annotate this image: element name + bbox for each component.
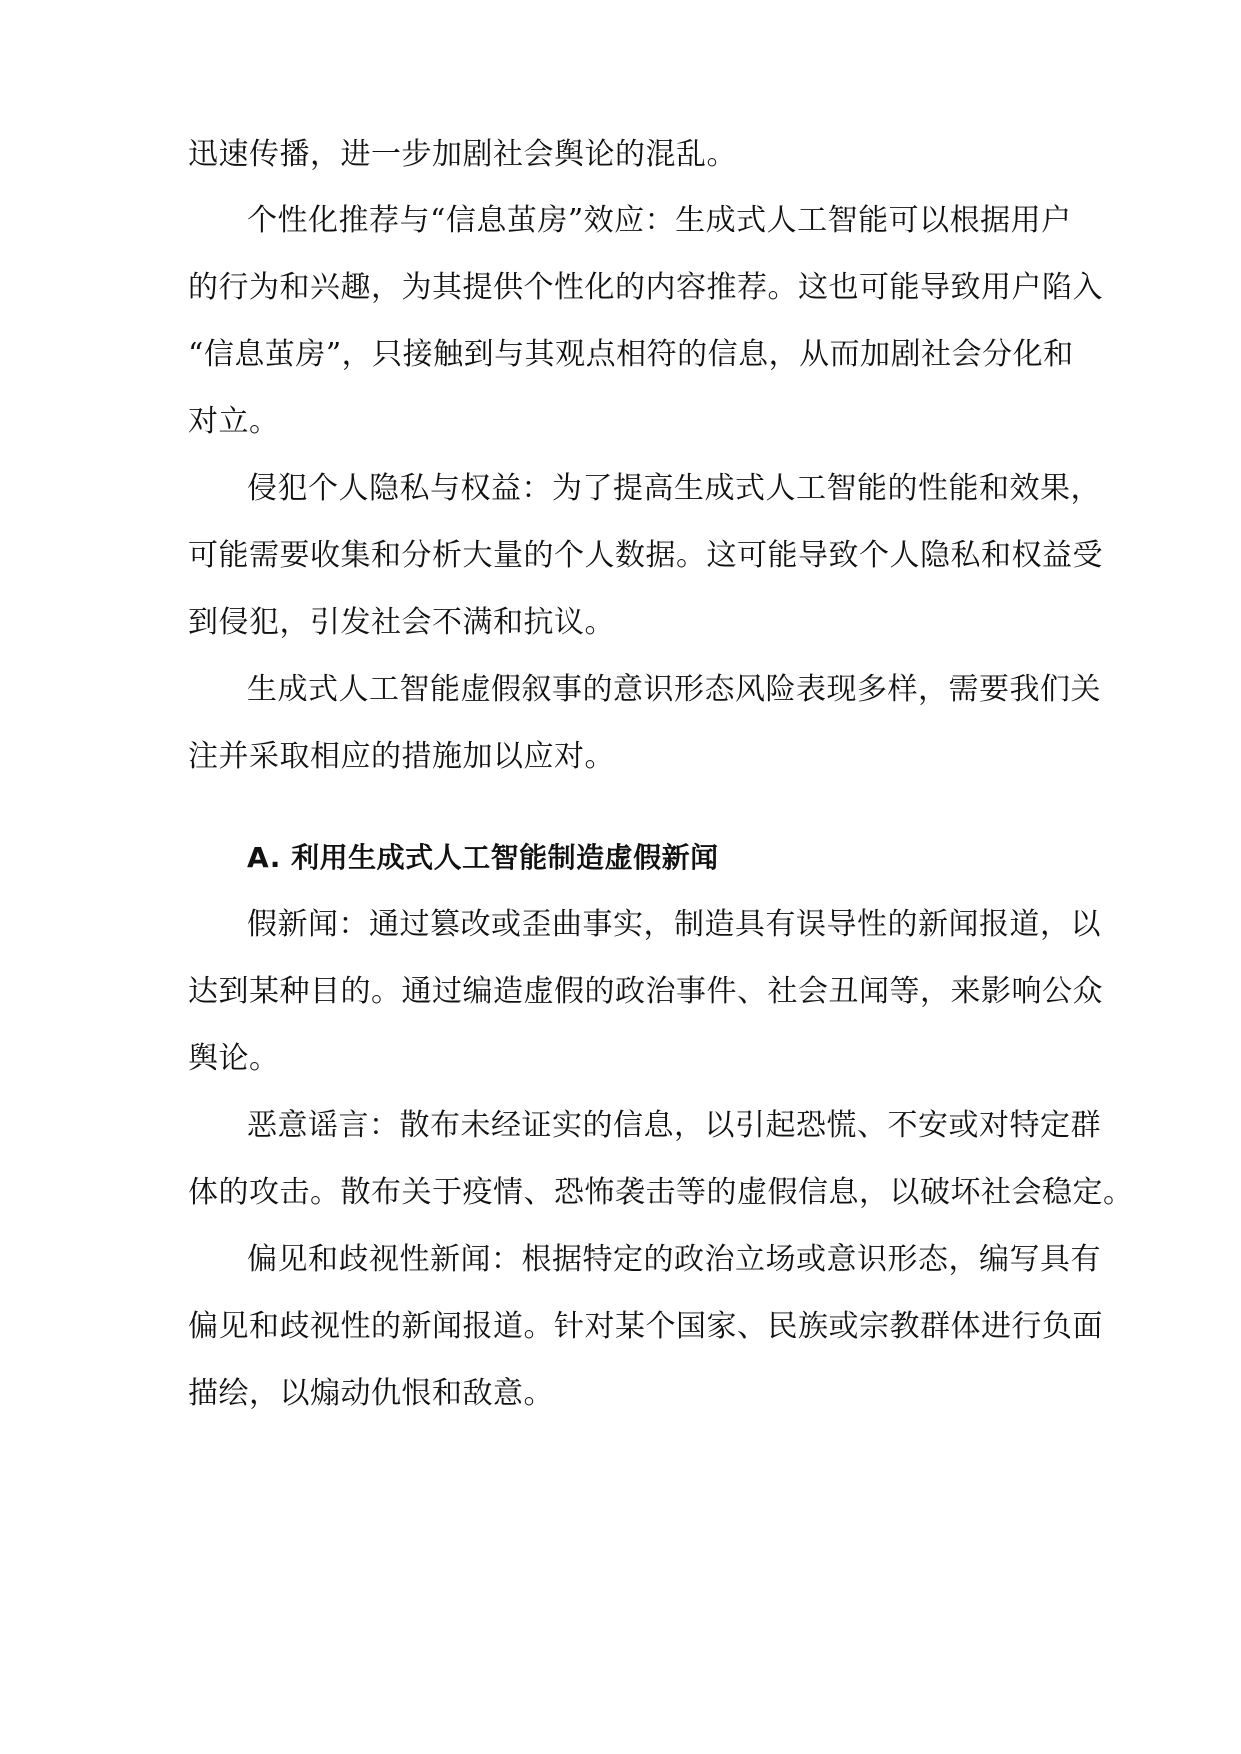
paragraph-first-line: 恶意谣言：散布未经证实的信息，以引起恐慌、不安或对特定群 (247, 1108, 1101, 1143)
body-text-line: 可能需要收集和分析大量的个人数据。这可能导致个人隐私和权益受 (188, 538, 1103, 573)
paragraph-first-line: 偏见和歧视性新闻：根据特定的政治立场或意识形态，编写具有 (247, 1242, 1101, 1277)
paragraph-first-line: 假新闻：通过篡改或歪曲事实，制造具有误导性的新闻报道，以 (247, 907, 1101, 942)
paragraph-first-line: 生成式人工智能虚假叙事的意识形态风险表现多样，需要我们关 (247, 672, 1101, 707)
body-text-line: 达到某种目的。通过编造虚假的政治事件、社会丑闻等，来影响公众 (188, 974, 1103, 1009)
body-text-line: 体的攻击。散布关于疫情、恐怖袭击等的虚假信息，以破坏社会稳定。 (188, 1175, 1134, 1210)
paragraph-first-line: 侵犯个人隐私与权益：为了提高生成式人工智能的性能和效果， (247, 471, 1101, 506)
body-text-line: 偏见和歧视性的新闻报道。针对某个国家、民族或宗教群体进行负面 (188, 1309, 1103, 1344)
body-text-line: “信息茧房”，只接触到与其观点相符的信息，从而加剧社会分化和 (188, 337, 1074, 372)
body-text-line: 描绘，以煽动仇恨和敌意。 (188, 1376, 554, 1411)
paragraph-first-line: 个性化推荐与“信息茧房”效应：生成式人工智能可以根据用户 (247, 203, 1072, 238)
body-text-line: 迅速传播，进一步加剧社会舆论的混乱。 (188, 137, 737, 172)
body-text-line: 对立。 (188, 404, 280, 439)
body-text-line: 到侵犯，引发社会不满和抗议。 (188, 605, 615, 640)
body-text-line: 的行为和兴趣，为其提供个性化的内容推荐。这也可能导致用户陷入 (188, 270, 1103, 305)
body-text-line: 舆论。 (188, 1041, 280, 1076)
body-text-line: 注并采取相应的措施加以应对。 (188, 739, 615, 774)
section-heading: A. 利用生成式人工智能制造虚假新闻 (247, 841, 719, 874)
